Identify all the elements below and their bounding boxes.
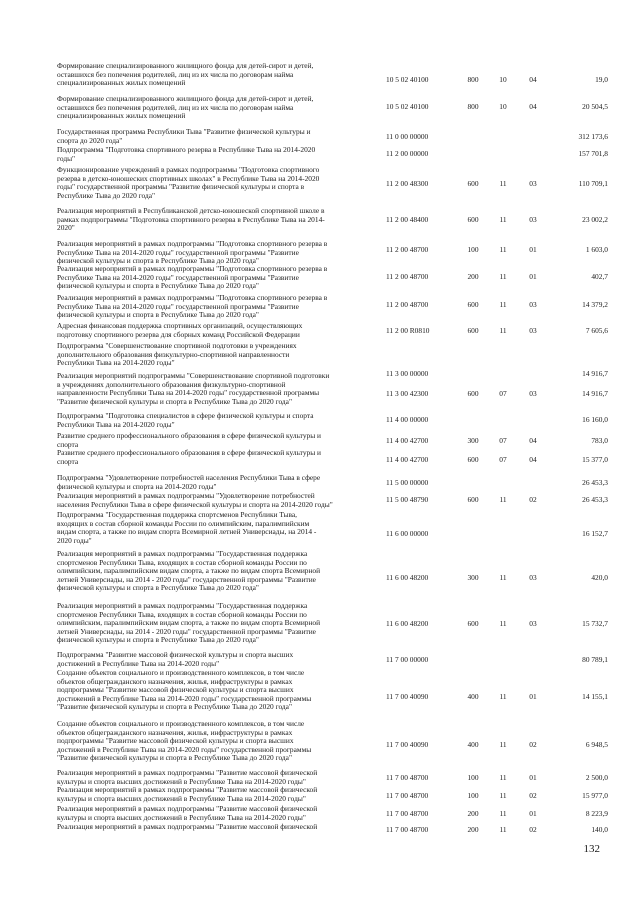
row-sum: 2 500,0 xyxy=(585,773,608,782)
row-vr: 100 xyxy=(467,773,479,782)
row-rz: 11 xyxy=(499,272,507,281)
table-row xyxy=(0,511,640,547)
table-row xyxy=(0,62,640,92)
row-pr: 01 xyxy=(529,245,537,254)
row-code: 11 6 00 48200 xyxy=(386,619,429,628)
row-name: Развитие среднего профессионального образования в сфере физической культуры и спорта xyxy=(57,448,321,466)
row-vr: 600 xyxy=(467,455,479,464)
row-sum: 312 173,6 xyxy=(578,132,608,141)
row-name: Создание объектов социального и производственного комплексов, в том числе объектов общегражданского назначения, жилья, инфраструктуры в рамках подпрограммы "Развитие массовой физической культуры и спорта высших достижений в Республике Тыва на 2014-2020 годы" государственной программы "Развитие физической культуры и спорта в Республике Тыва до 2020 года" xyxy=(57,719,312,763)
table-row xyxy=(0,602,640,648)
table-row xyxy=(0,207,640,237)
row-vr: 300 xyxy=(467,436,479,445)
row-sum: 16 152,7 xyxy=(582,529,608,538)
row-sum: 26 453,3 xyxy=(582,495,608,504)
row-sum: 26 453,3 xyxy=(582,478,608,487)
row-sum: 420,0 xyxy=(591,573,608,582)
row-vr: 600 xyxy=(467,389,479,398)
row-rz: 11 xyxy=(499,692,507,701)
row-name: Реализация мероприятий в рамках подпрограммы "Развитие массовой физической xyxy=(57,822,318,831)
row-rz: 11 xyxy=(499,809,507,818)
row-name: Реализация мероприятий в рамках подпрограммы "Удовлетворение потребностей населения Республики Тыва в сфере физической культуры и спорта на 2014-2020 годы" xyxy=(57,491,333,509)
row-pr: 04 xyxy=(529,75,537,84)
row-rz: 11 xyxy=(499,773,507,782)
row-sum: 157 701,8 xyxy=(578,149,608,158)
table-row xyxy=(0,369,640,410)
row-name: Формирование специализированного жилищного фонда для детей-сирот и детей, оставшихся без попечения родителей, лиц из их числа по договорам найма специализированных жилых помещений xyxy=(57,61,314,88)
row-sum: 1 603,0 xyxy=(585,245,608,254)
row-vr: 400 xyxy=(467,740,479,749)
row-name: Реализация мероприятий в Республиканской детско-юношеской спортивной школе в рамках подпрограммы "Подготовка спортивного резерва в Республике Тыва на 2014- 2020" xyxy=(57,206,325,233)
row-rz: 11 xyxy=(499,825,507,834)
row-rz: 11 xyxy=(499,573,507,582)
row-sum: 16 160,0 xyxy=(582,415,608,424)
row-name: Реализация мероприятий в рамках подпрограммы "Подготовка спортивного резерва в Республике Тыва на 2014-2020 годы" государственной программы "Развитие физической культуры и спорта в Республике Тыва до 2020 года" xyxy=(57,239,328,266)
row-code: 11 4 00 42700 xyxy=(386,436,429,445)
row-sum: 14 916,7 xyxy=(582,369,608,378)
row-name: Государственная программа Республики Тыва "Развитие физической культуры и спорта до 2020 года" xyxy=(57,127,311,145)
row-name: Реализация мероприятий в рамках подпрограммы "Подготовка спортивного резерва в Республике Тыва на 2014-2020 годы" государственной программы "Развитие физической культуры и спорта в Республике Тыва до 2020 года" xyxy=(57,264,328,291)
row-sum: 14 916,7 xyxy=(582,389,608,398)
row-sum: 783,0 xyxy=(591,436,608,445)
row-vr: 200 xyxy=(467,809,479,818)
row-sum: 15 377,0 xyxy=(582,455,608,464)
row-pr: 02 xyxy=(529,825,537,834)
row-sum: 15 732,7 xyxy=(582,619,608,628)
row-pr: 01 xyxy=(529,773,537,782)
row-code: 11 2 00 48700 xyxy=(386,300,429,309)
row-vr: 600 xyxy=(467,179,479,188)
row-rz: 10 xyxy=(499,102,507,111)
table-row xyxy=(0,823,640,833)
table-row xyxy=(0,128,640,144)
row-code: 11 0 00 00000 xyxy=(386,132,429,141)
table-row xyxy=(0,146,640,164)
row-code: 11 2 00 48700 xyxy=(386,245,429,254)
row-vr: 600 xyxy=(467,495,479,504)
row-code: 11 7 00 48700 xyxy=(386,791,429,800)
row-vr: 800 xyxy=(467,102,479,111)
row-code: 11 2 00 00000 xyxy=(386,149,429,158)
row-rz: 11 xyxy=(499,215,507,224)
row-code: 11 2 00 48700 xyxy=(386,272,429,281)
row-sum: 15 977,0 xyxy=(582,791,608,800)
row-sum: 7 605,6 xyxy=(585,326,608,335)
row-code: 11 7 00 48700 xyxy=(386,825,429,834)
row-sum: 14 379,2 xyxy=(582,300,608,309)
row-rz: 07 xyxy=(499,455,507,464)
row-pr: 02 xyxy=(529,791,537,800)
row-name: Реализация мероприятий в рамках подпрограммы "Подготовка спортивного резерва в Республике Тыва на 2014-2020 годы" государственной программы "Развитие физической культуры и спорта в Республике Тыва до 2020 года" xyxy=(57,293,328,320)
table-row xyxy=(0,322,640,340)
row-rz: 11 xyxy=(499,300,507,309)
table-row xyxy=(0,786,640,801)
row-pr: 03 xyxy=(529,389,537,398)
row-name: Реализация мероприятий в рамках подпрограммы "Развитие массовой физической культуры и спорта высших достижений в Республике Тыва на 2014-2020 годы" xyxy=(57,785,318,803)
row-pr: 01 xyxy=(529,692,537,701)
row-code: 11 7 00 00000 xyxy=(386,655,429,664)
row-vr: 600 xyxy=(467,326,479,335)
row-vr: 800 xyxy=(467,75,479,84)
row-name: Создание объектов социального и производственного комплексов, в том числе объектов общегражданского назначения, жилья, инфраструктуры в рамках подпрограммы "Развитие массовой физической культуры и спорта высших достижений в Республике Тыва на 2014-2020 годы" государственной программы "Развитие физической культуры и спорта в Республике Тыва до 2020 года" xyxy=(57,668,312,712)
row-name: Реализация мероприятий в рамках подпрограммы "Государственная поддержка спортсменов Республики Тыва, входящих в состав сборной команды России по олимпийским, паралимпийским видам спорта, а также по видам спорта Всемирной летней Универсиады, на 2014 - 2020 годы" государственной программы "Развитие физической культуры и спорта в Республике Тыва до 2020 года" xyxy=(57,601,321,645)
row-sum: 140,0 xyxy=(591,825,608,834)
table-row xyxy=(0,341,640,378)
row-sum: 402,7 xyxy=(591,272,608,281)
row-rz: 11 xyxy=(499,245,507,254)
table-row xyxy=(0,265,640,291)
row-vr: 300 xyxy=(467,573,479,582)
row-pr: 01 xyxy=(529,809,537,818)
row-pr: 01 xyxy=(529,272,537,281)
table-row xyxy=(0,805,640,820)
row-code: 11 7 00 40090 xyxy=(386,692,429,701)
row-vr: 600 xyxy=(467,215,479,224)
row-sum: 23 002,2 xyxy=(582,215,608,224)
row-code: 11 5 00 00000 xyxy=(386,478,429,487)
page-number: 132 xyxy=(583,843,600,855)
table-row xyxy=(0,95,640,125)
row-pr: 03 xyxy=(529,619,537,628)
row-pr: 02 xyxy=(529,740,537,749)
row-rz: 11 xyxy=(499,495,507,504)
row-rz: 07 xyxy=(499,436,507,445)
row-name: Развитие среднего профессионального образования в сфере физической культуры и спорта xyxy=(57,431,321,449)
table-row xyxy=(0,449,640,465)
row-rz: 11 xyxy=(499,619,507,628)
table-row xyxy=(0,669,640,717)
row-vr: 400 xyxy=(467,692,479,701)
row-name: Реализация мероприятий в рамках подпрограммы "Государственная поддержка спортсменов Республики Тыва, входящих в состав сборной команды России по олимпийским, паралимпийским видам спорта, а также по видам спорта Всемирной летней Универсиады, на 2014 - 2020 годы" государственной программы "Развитие физической культуры и спорта в Республике Тыва до 2020 года" xyxy=(57,549,321,593)
row-code: 11 4 00 00000 xyxy=(386,415,429,424)
row-pr: 04 xyxy=(529,436,537,445)
table-row xyxy=(0,769,640,784)
row-code: 11 5 00 48790 xyxy=(386,495,429,504)
row-sum: 80 789,1 xyxy=(582,655,608,664)
row-name: Подпрограмма "Совершенствование спортивной подготовки в учреждениях дополнительного образования физкультурно-спортивной направленности Республики Тыва на 2014-2020 годы" xyxy=(57,341,297,368)
row-sum: 14 155,1 xyxy=(582,692,608,701)
table-row xyxy=(0,492,640,509)
row-code: 11 7 00 48700 xyxy=(386,809,429,818)
row-code: 10 5 02 40100 xyxy=(386,102,429,111)
row-sum: 19,0 xyxy=(595,75,608,84)
row-code: 11 4 00 42700 xyxy=(386,455,429,464)
row-code: 11 3 00 00000 xyxy=(386,369,429,378)
row-name: Адресная финансовая поддержка спортивных организаций, осуществляющих подготовку спортивного резерва для сборных команд Российской Федерации xyxy=(57,321,303,339)
row-rz: 11 xyxy=(499,740,507,749)
row-vr: 100 xyxy=(467,791,479,800)
row-code: 11 2 00 R0810 xyxy=(386,326,430,335)
row-pr: 02 xyxy=(529,495,537,504)
row-name: Формирование специализированного жилищного фонда для детей-сирот и детей, оставшихся без попечения родителей, лиц из их числа по договорам найма специализированных жилых помещений xyxy=(57,94,314,121)
table-row xyxy=(0,720,640,766)
row-pr: 03 xyxy=(529,300,537,309)
row-name: Подпрограмма "Подготовка спортивного резерва в Республике Тыва на 2014-2020 годы" xyxy=(57,145,316,163)
row-name: Подпрограмма "Развитие массовой физической культуры и спорта высших достижений в Республике Тыва на 2014-2020 годы" xyxy=(57,650,294,668)
row-sum: 8 223,9 xyxy=(585,809,608,818)
row-pr: 03 xyxy=(529,326,537,335)
row-rz: 07 xyxy=(499,389,507,398)
row-rz: 11 xyxy=(499,179,507,188)
row-code: 11 2 00 48300 xyxy=(386,179,429,188)
row-rz: 10 xyxy=(499,75,507,84)
row-pr: 03 xyxy=(529,573,537,582)
row-name: Подпрограмма "Государственная поддержка спортсменов Республики Тыва, входящих в состав сборной команды России по олимпийским, паралимпийским видам спорта, а также по видам спорта Всемирной летней Универсиады, на 2014 - 2020 годы" xyxy=(57,510,317,545)
row-code: 11 2 00 48400 xyxy=(386,215,429,224)
table-row xyxy=(0,294,640,320)
table-row xyxy=(0,550,640,598)
row-sum: 6 948,5 xyxy=(585,740,608,749)
row-code: 11 6 00 00000 xyxy=(386,529,429,538)
row-pr: 04 xyxy=(529,102,537,111)
row-code: 11 3 00 42300 xyxy=(386,389,429,398)
row-name: Реализация мероприятий в рамках подпрограммы "Развитие массовой физической культуры и спорта высших достижений в Республике Тыва на 2014-2020 годы" xyxy=(57,804,318,822)
row-name: Реализация мероприятий подпрограммы "Совершенствование спортивной подготовки в учреждениях дополнительного образования физкультурно-спортивной направленности Республики Тыва на 2014-2020 годы" государственной программы "Развитие физической культуры и спорта в Республике Тыва до 2020 года" xyxy=(57,371,330,406)
row-rz: 11 xyxy=(499,326,507,335)
row-rz: 11 xyxy=(499,791,507,800)
row-pr: 03 xyxy=(529,179,537,188)
table-row xyxy=(0,474,640,491)
row-code: 11 7 00 48700 xyxy=(386,773,429,782)
row-name: Подпрограмма "Удовлетворение потребностей населения Республики Тыва в сфере физической культуры и спорта на 2014-2020 годы" xyxy=(57,473,321,491)
table-row xyxy=(0,166,640,202)
row-sum: 20 504,5 xyxy=(582,102,608,111)
row-vr: 600 xyxy=(467,300,479,309)
row-vr: 200 xyxy=(467,825,479,834)
row-vr: 600 xyxy=(467,619,479,628)
row-code: 11 6 00 48200 xyxy=(386,573,429,582)
row-pr: 04 xyxy=(529,455,537,464)
table-row xyxy=(0,240,640,264)
row-pr: 03 xyxy=(529,215,537,224)
row-name: Реализация мероприятий в рамках подпрограммы "Развитие массовой физической культуры и спорта высших достижений в Республике Тыва на 2014-2020 годы" xyxy=(57,768,318,786)
row-vr: 200 xyxy=(467,272,479,281)
table-row xyxy=(0,412,640,430)
table-row xyxy=(0,432,640,448)
row-name: Функционирование учреждений в рамках подпрограммы "Подготовка спортивного резерва в детско-юношеских спортивных школах" в Республике Тыва на 2014-2020 годы" государственной программы "Развитие физической культуры и спорта в Республике Тыва до 2020 года" xyxy=(57,165,320,200)
row-vr: 100 xyxy=(467,245,479,254)
row-code: 10 5 02 40100 xyxy=(386,75,429,84)
row-name: Подпрограмма "Подготовка специалистов в сфере физической культуры и спорта Республики Тыва на 2014-2020 годы" xyxy=(57,411,314,429)
row-sum: 110 709,1 xyxy=(578,179,608,188)
table-row xyxy=(0,651,640,668)
row-code: 11 7 00 40090 xyxy=(386,740,429,749)
